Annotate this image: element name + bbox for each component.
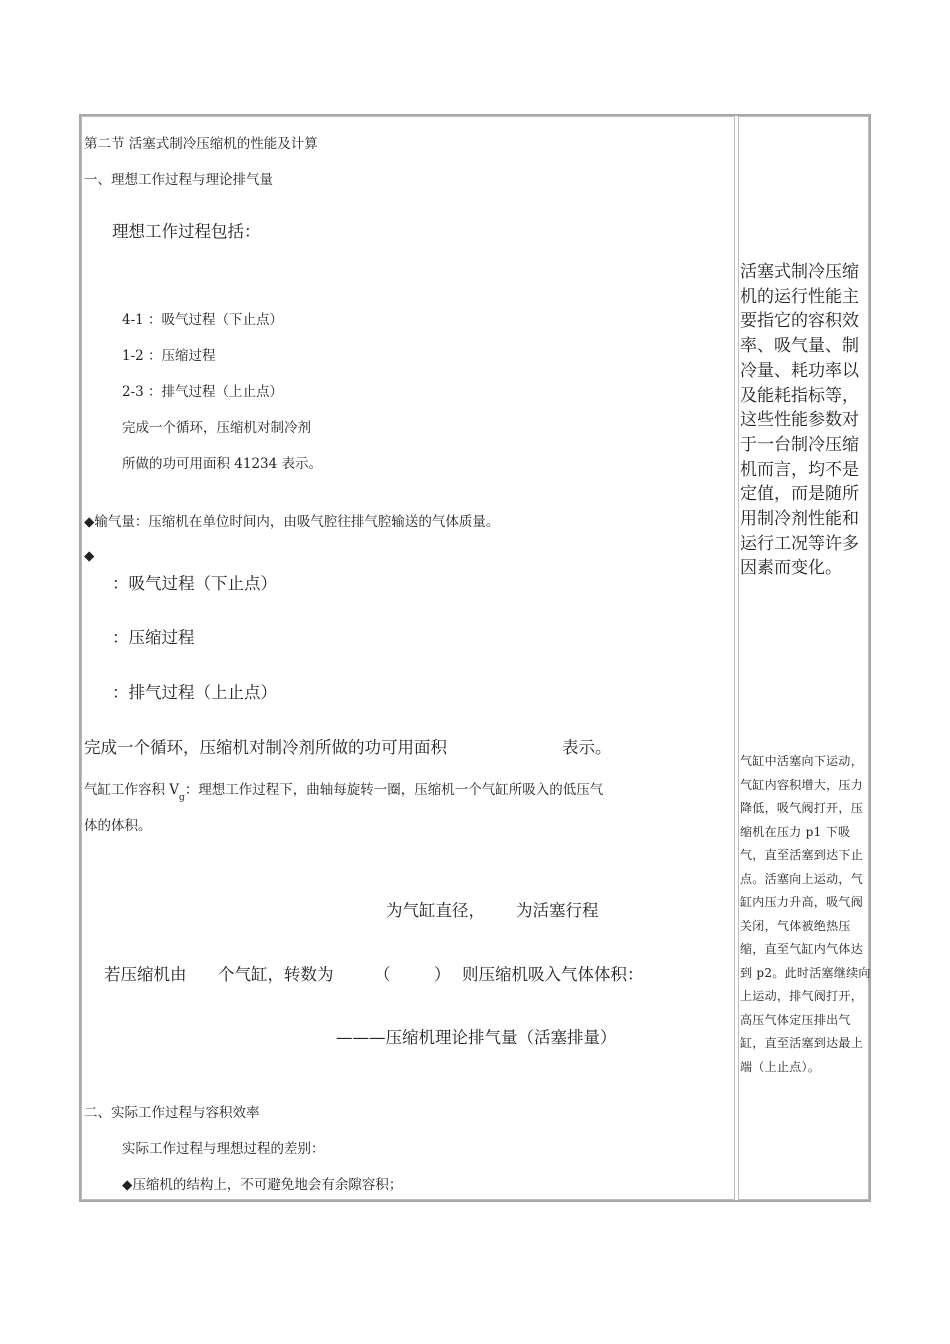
cycle-work-small-2: 所做的功可用面积 41234 表示。 [122, 456, 323, 472]
diamond-bullet: ◆ [84, 548, 95, 564]
section-title: 第二节 活塞式制冷压缩机的性能及计算 [84, 136, 318, 152]
cycle-work-small-1: 完成一个循环，压缩机对制冷剂 [122, 420, 311, 436]
stroke-note: 为活塞行程 [516, 901, 599, 920]
heading-actual-process: 二、实际工作过程与容积效率 [84, 1105, 260, 1121]
cylinder-count-paren-open: （ [374, 965, 391, 984]
step-compression-small: 1-2 ：压缩过程 [122, 348, 216, 364]
ideal-process-intro: 理想工作过程包括： [112, 222, 261, 241]
cycle-work-large: 完成一个循环，压缩机对制冷剂所做的功可用面积 [84, 738, 447, 757]
step-discharge-small: 2-3 ：排气过程（上止点） [122, 384, 284, 400]
theoretical-displacement: ———压缩机理论排气量（活塞排量） [336, 1028, 617, 1047]
side-note-piston-process: 气缸中活塞向下运动，气缸内容积增大，压力降低，吸气阀打开，压缩机在压力 p1 下吸气，直至活塞到达下止点。活塞向上运动，气缸内压力升高，吸气阀关闭，气体被绝热压缩，直至气缸内气体达到 p2。此时活塞继续向上运动，排气阀打开，高压气体定压排出气缸，直至活塞到达最上端（上止点）。 [740, 754, 871, 1074]
heading-ideal-process: 一、理想工作过程与理论排气量 [84, 172, 273, 188]
difference-intro: 实际工作过程与理想过程的差别： [122, 1141, 325, 1157]
cylinder-volume-term: 气缸工作容积 V [84, 782, 180, 798]
side-note-performance: 活塞式制冷压缩机的运行性能主要指它的容积效率、吸气量、制冷量、耗功率以及能耗指标等，这些性能参数对于一台制冷压缩机而言，均不是定值，而是随所用制冷剂性能和运行工况等许多因素而变化。 [740, 262, 859, 579]
cycle-work-large-end: 表示。 [562, 738, 612, 757]
cylinder-count-paren-close: ） [434, 965, 451, 984]
step-discharge-large: ：排气过程（上止点） [112, 683, 277, 702]
cylinder-volume-subscript: g [179, 793, 185, 803]
bore-note: 为气缸直径， [386, 901, 485, 920]
cylinder-volume-definition [84, 782, 604, 803]
cylinder-count-b: 个气缸，转数为 [218, 965, 334, 984]
cylinder-volume-continuation: 体的体积。 [84, 818, 152, 834]
step-suction-large: ：吸气过程（下止点） [112, 574, 277, 593]
gas-delivery-definition: ◆输气量：压缩机在单位时间内，由吸气腔往排气腔输送的气体质量。 [84, 514, 500, 530]
cylinder-count-e: 则压缩机吸入气体体积： [462, 965, 644, 984]
cylinder-volume-text: ：理想工作过程下，曲轴每旋转一圈，压缩机一个气缸所吸入的低压气 [184, 782, 604, 798]
step-suction-small: 4-1 ：吸气过程（下止点） [122, 312, 284, 328]
step-compression-large: ：压缩过程 [112, 628, 195, 647]
difference-clearance-volume: ◆压缩机的结构上，不可避免地会有余隙容积； [122, 1177, 403, 1193]
cylinder-count-a: 若压缩机由 [104, 965, 187, 984]
